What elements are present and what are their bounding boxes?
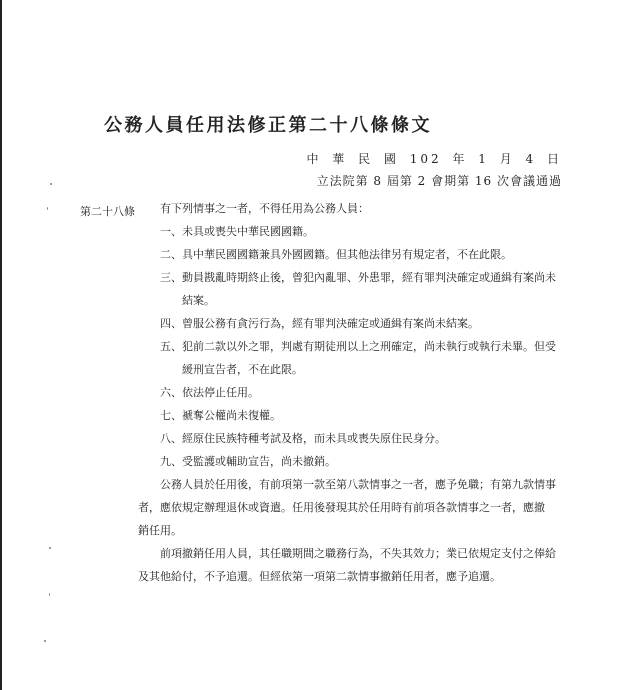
article-line: 九、受監護或輔助宣告，尚未撤銷。 (160, 455, 336, 468)
article-line: 四、曾服公務有貪污行為，經有罪判決確定或通緝有案尚未結案。 (160, 317, 479, 330)
article-line: 五、犯前二款以外之罪，判處有期徒刑以上之刑確定，尚未執行或執行未畢。但受 (160, 340, 556, 353)
article-line: 者，應依規定辦理退休或資遣。任用後發現其於任用時有前項各款情事之一者，應撤 (138, 501, 545, 514)
article-line: 一、未具或喪失中華民國國籍。 (160, 225, 314, 238)
legislative-session: 立法院第 8 屆第 2 會期第 16 次會議通過 (316, 174, 562, 188)
page-edge-shadow (0, 0, 2, 690)
enactment-date: 中 華 民 國 102 年 1 月 4 日 (306, 152, 562, 166)
article-line: 八、經原住民族特種考試及格，而未具或喪失原住民身分。 (160, 432, 446, 445)
article-line: 三、動員戡亂時期終止後，曾犯內亂罪、外患罪，經有罪判決確定或通緝有案尚未 (160, 271, 556, 284)
document-title: 公務人員任用法修正第二十八條條文 (104, 115, 432, 136)
scan-speck (47, 207, 48, 210)
article-line: 緩刑宣告者，不在此限。 (182, 363, 303, 376)
article-line: 前項撤銷任用人員，其任職期間之職務行為，不失其效力；業已依規定支付之俸給 (160, 547, 556, 560)
scan-speck (49, 593, 50, 596)
article-line: 二、具中華民國國籍兼具外國國籍。但其他法律另有規定者，不在此限。 (160, 248, 512, 261)
article-line: 結案。 (182, 294, 215, 307)
scan-speck (44, 640, 46, 642)
scan-speck (50, 183, 52, 185)
article-line: 銷任用。 (138, 524, 182, 537)
article-line: 七、褫奪公權尚未復權。 (160, 409, 281, 422)
article-number: 第二十八條 (80, 205, 135, 218)
article-line: 及其他給付，不予追還。但經依第一項第二款情事撤銷任用者，應予追還。 (138, 570, 501, 583)
article-line: 有下列情事之一者，不得任用為公務人員： (160, 202, 369, 215)
scan-speck (49, 547, 51, 549)
article-line: 六、依法停止任用。 (160, 386, 259, 399)
article-line: 公務人員於任用後，有前項第一款至第八款情事之一者，應予免職；有第九款情事 (160, 478, 556, 491)
